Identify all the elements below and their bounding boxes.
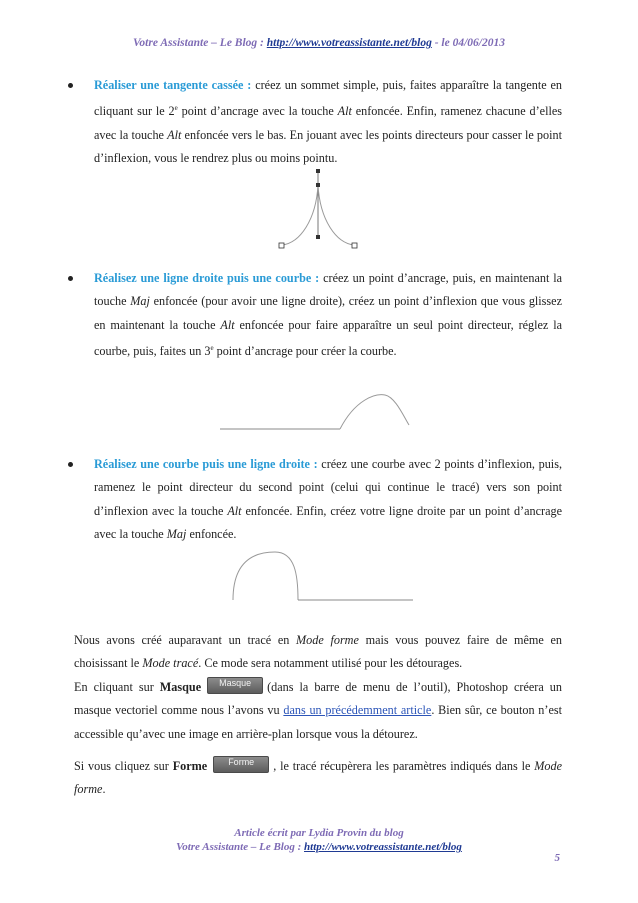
key-name: Alt	[167, 127, 182, 142]
bullet-body: enfoncée (pour avoir une ligne droite), créez un point d’inflexion que vous glissez en maintenant la touche	[94, 294, 562, 332]
bullet-text	[94, 453, 562, 546]
paragraph-forme	[74, 755, 562, 802]
paragraph-italic: Mode forme	[296, 633, 359, 647]
bullet-dot-icon	[68, 83, 73, 88]
paragraph-bold: Forme	[172, 759, 208, 773]
bullet-dot-icon	[68, 462, 73, 467]
key-name: Alt	[220, 317, 235, 332]
footer-link[interactable]: http://www.votreassistante.net/blog	[304, 841, 462, 853]
bullet-heading: Réaliser une tangente cassée :	[94, 78, 252, 92]
bullet-body: point d’ancrage avec la touche	[177, 104, 338, 119]
key-name: Alt	[337, 104, 352, 119]
paragraph-text: (dans la barre de menu de l’outil), Photoshop créera un masque vectoriel comme nous l’avons vu	[74, 680, 562, 718]
key-name: Maj	[166, 526, 187, 541]
bullet-text	[94, 267, 562, 363]
footer-prefix: Votre Assistante – Le Blog :	[176, 841, 305, 853]
paragraph-bold: Masque	[159, 680, 202, 694]
superscript: e	[210, 343, 214, 352]
bullet-body: créez une courbe avec 2 points d’inflexion, puis, ramenez le point directeur du second point (celui qui continue le tracé) vers son point d’inflexion avec la touche	[94, 457, 562, 518]
article-link[interactable]: dans un précédemment article	[283, 703, 432, 718]
footer-author: Article écrit par Lydia Provin du blog	[234, 827, 404, 839]
page-footer	[0, 826, 638, 854]
paragraph-text: Nous avons créé auparavant un tracé en	[74, 633, 297, 647]
paragraph-italic: Mode tracé	[142, 656, 199, 671]
bullet-body: enfoncée. Enfin, ramenez chacune d’elles avec la touche	[94, 104, 563, 142]
paragraph-text: mais vous pouvez faire de même en choisissant le	[74, 633, 563, 671]
paragraph-text: , le tracé récupèrera les paramètres indiqués dans le	[273, 759, 535, 773]
footer-blog	[0, 840, 638, 854]
bullet-body: point d’ancrage pour créer la courbe.	[213, 343, 397, 358]
paragraph-text: En cliquant sur	[74, 680, 160, 694]
paragraph-mode-trace	[74, 629, 562, 676]
bullet-body: enfoncée pour faire apparaître un seul point directeur, réglez la courbe, puis, faites un 3	[94, 317, 562, 358]
bullet-body: enfoncée.	[186, 526, 237, 541]
bullet-ligne-puis-courbe	[74, 267, 562, 363]
bullet-body: créez un point d’ancrage, puis, en maintenant la touche	[94, 271, 562, 309]
paragraph-masque	[74, 676, 562, 746]
paragraph-text: . Bien sûr, ce bouton n’est accessible qu’avec une image en arrière-plan lorsque vous la détourez.	[74, 703, 562, 741]
bullet-body: enfoncée. Enfin, créez votre ligne droite par un point d’ancrage avec la touche	[94, 503, 562, 541]
paragraph-text: Si vous cliquez sur	[74, 759, 173, 773]
bullet-body: enfoncée vers le bas. En jouant avec les points directeurs pour casser le point d’inflexion, vous le rendrez plus ou moins pointu.	[94, 127, 562, 165]
bullet-tangente-cassee	[74, 74, 562, 170]
courbe-puis-ligne-illustration	[225, 550, 420, 605]
header-link[interactable]: http://www.votreassistante.net/blog	[266, 37, 432, 49]
paragraph-text: . Ce mode sera notamment utilisé pour les détourages.	[198, 656, 463, 671]
header-prefix: Votre Assistante – Le Blog :	[133, 37, 267, 49]
key-name: Maj	[130, 294, 150, 309]
bullet-heading: Réalisez une courbe puis une ligne droite :	[94, 457, 318, 471]
bullet-heading: Réalisez une ligne droite puis une courbe :	[94, 271, 320, 285]
tangente-cassee-illustration	[270, 165, 370, 250]
page-header	[0, 37, 638, 49]
key-name: Alt	[227, 503, 242, 518]
header-date: - le 04/06/2013	[431, 37, 505, 49]
masque-button[interactable]: Masque	[207, 677, 263, 694]
paragraph-text: .	[102, 782, 106, 797]
bullet-dot-icon	[68, 276, 73, 281]
forme-button[interactable]: Forme	[213, 756, 269, 773]
page-number: 5	[554, 852, 560, 864]
bullet-body: créez un sommet simple, puis, faites apparaître la tangente en cliquant sur le 2	[94, 78, 562, 119]
bullet-courbe-puis-ligne	[74, 453, 562, 546]
bullet-text	[94, 74, 562, 170]
superscript: e	[174, 104, 178, 113]
paragraph-italic: Mode forme	[74, 759, 562, 797]
ligne-puis-courbe-illustration	[215, 385, 415, 435]
